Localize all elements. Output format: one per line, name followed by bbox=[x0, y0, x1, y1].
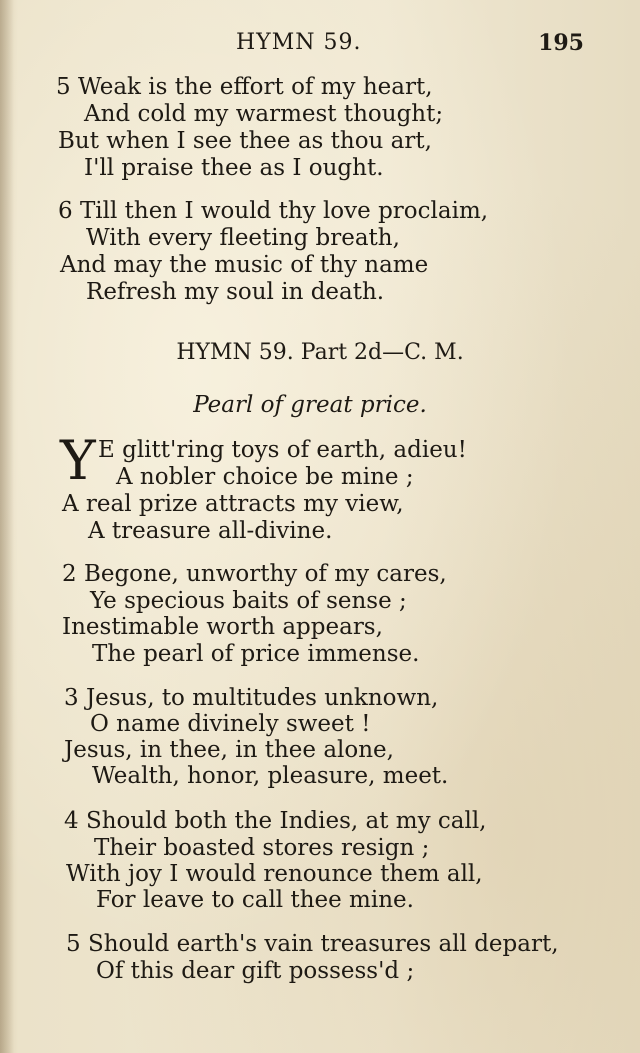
verse-line: Of this dear gift possess'd ; bbox=[96, 958, 415, 984]
verse-line: The pearl of price immense. bbox=[92, 641, 420, 667]
verse-line: 4 Should both the Indies, at my call, bbox=[64, 808, 487, 834]
verse-line: 5 Weak is the effort of my heart, bbox=[56, 74, 433, 100]
page-number: 195 bbox=[538, 30, 584, 56]
verse-line: A nobler choice be mine ; bbox=[116, 464, 414, 490]
verse-line: Jesus, in thee, in thee alone, bbox=[64, 737, 394, 763]
verse-line: But when I see thee as thou art, bbox=[58, 128, 432, 154]
hymn-heading: HYMN 59. Part 2d—C. M. bbox=[176, 340, 464, 365]
verse-line: Inestimable worth appears, bbox=[62, 614, 383, 640]
verse-line: Refresh my soul in death. bbox=[86, 279, 385, 305]
verse-line: I'll praise thee as I ought. bbox=[84, 155, 384, 181]
verse-line: 3 Jesus, to multitudes unknown, bbox=[64, 685, 439, 711]
verse-line: 6 Till then I would thy love proclaim, bbox=[58, 198, 489, 224]
hymn-subtitle: Pearl of great price. bbox=[193, 392, 427, 418]
drop-cap: Y bbox=[60, 429, 96, 492]
verse-line: Wealth, honor, pleasure, meet. bbox=[92, 763, 449, 789]
verse-line: 5 Should earth's vain treasures all depart, bbox=[66, 931, 559, 957]
verse-line: And may the music of thy name bbox=[60, 252, 429, 278]
running-head-title: HYMN 59. bbox=[236, 30, 362, 55]
verse-line: Ye specious baits of sense ; bbox=[90, 588, 407, 614]
verse-line: O name divinely sweet ! bbox=[90, 711, 371, 737]
running-head bbox=[0, 30, 640, 60]
verse-line: Their boasted stores resign ; bbox=[94, 835, 430, 861]
spine-shadow bbox=[0, 0, 14, 1053]
verse-line: With every fleeting breath, bbox=[86, 225, 400, 251]
verse-line: 2 Begone, unworthy of my cares, bbox=[62, 561, 447, 587]
verse-line: E glitt'ring toys of earth, adieu! bbox=[98, 437, 467, 463]
verse-line: A treasure all-divine. bbox=[88, 518, 333, 544]
verse-line: For leave to call thee mine. bbox=[96, 887, 414, 913]
verse-line: And cold my warmest thought; bbox=[84, 101, 444, 127]
verse-line: A real prize attracts my view, bbox=[62, 491, 404, 517]
verse-line: With joy I would renounce them all, bbox=[66, 861, 483, 887]
